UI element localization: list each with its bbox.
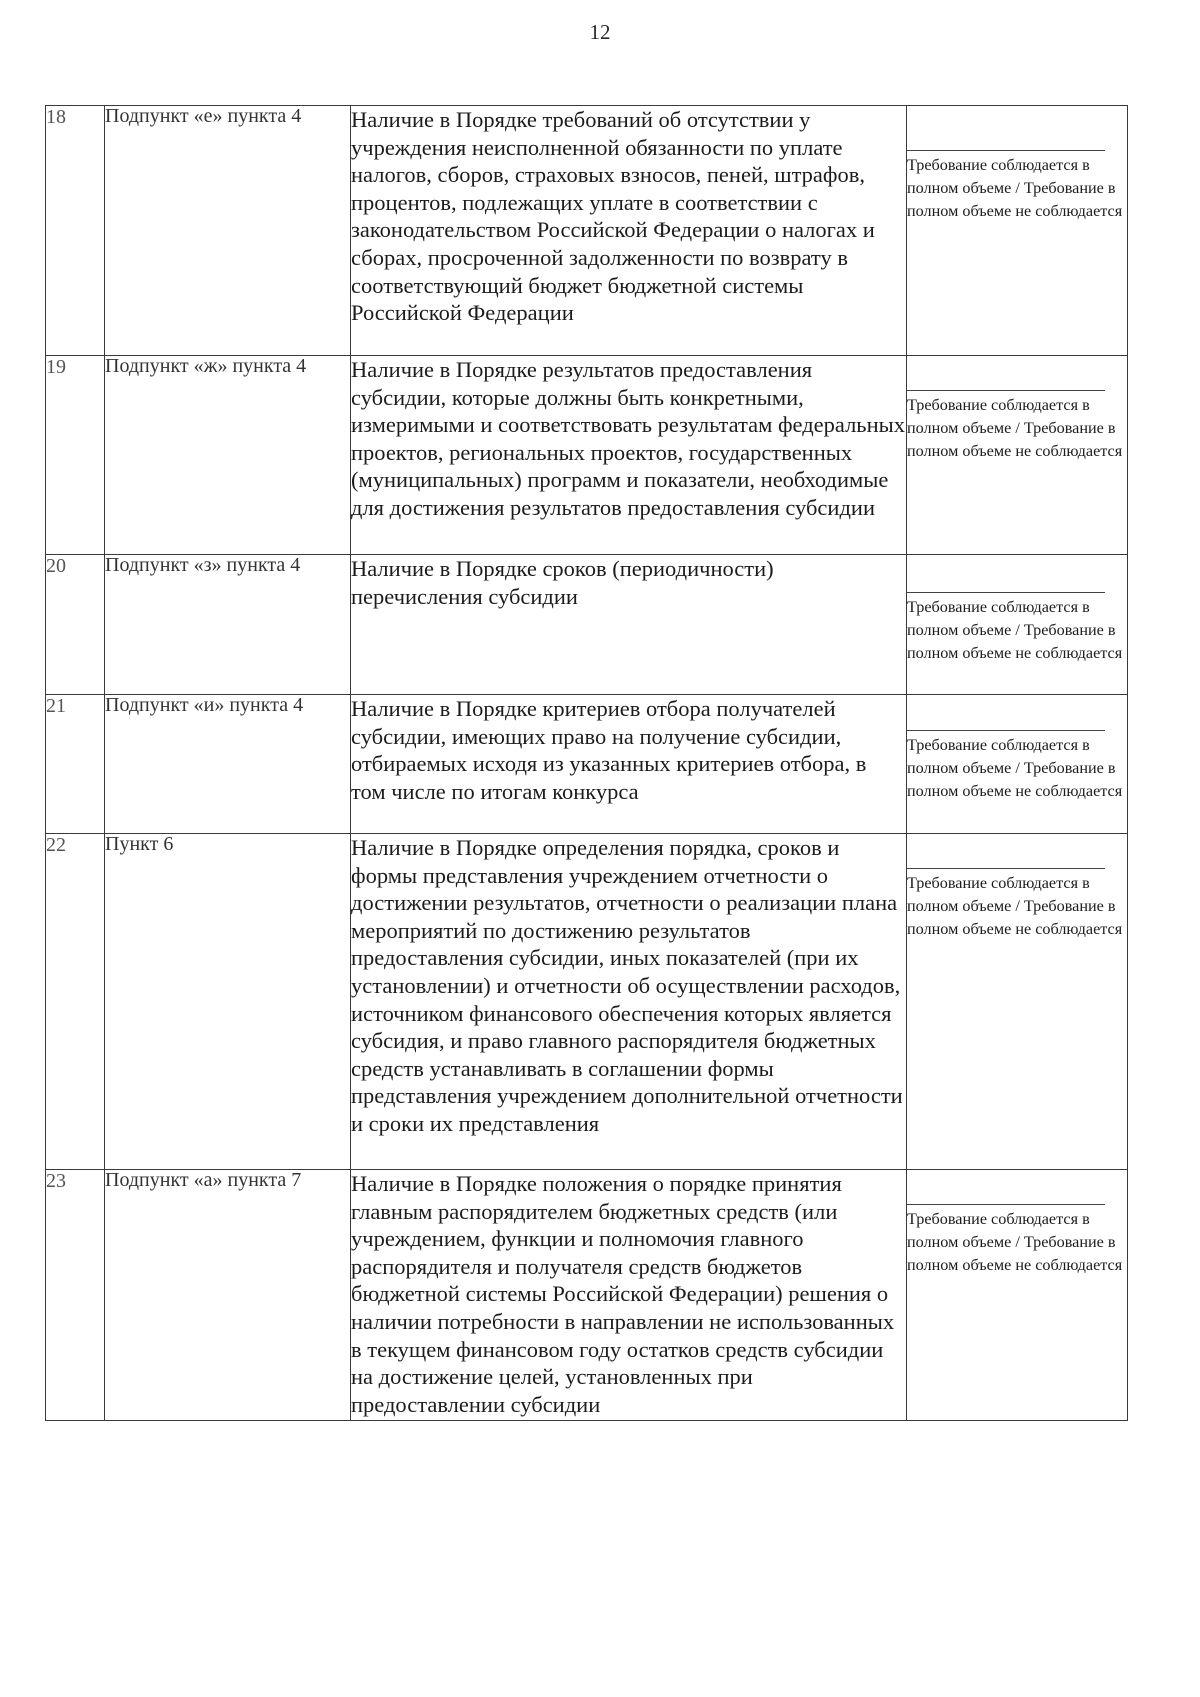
requirement-text: Наличие в Порядке требований об отсутствии у учреждения неисполненной обязанности по уплате налогов, сборов, страховых взносов, пеней, штрафов, процентов, подлежащих уплате в соответствии с законодательством Российской Федерации о налогах и сборах, просроченной задолженности по возврату в соответствующий бюджет бюджетной системы Российской Федерации — [351, 106, 907, 356]
status-cell — [907, 695, 1128, 834]
row-number: 23 — [46, 1170, 105, 1421]
status-options: Требование соблюдается в полном объеме / Требование в полном объеме не соблюдается — [907, 598, 1123, 662]
row-number: 22 — [46, 834, 105, 1170]
blank-line — [907, 868, 1105, 869]
blank-line — [907, 592, 1105, 593]
table-row — [46, 356, 1128, 555]
legal-reference: Подпункт «з» пункта 4 — [105, 555, 351, 695]
blank-line — [907, 730, 1105, 731]
row-number: 20 — [46, 555, 105, 695]
legal-reference: Пункт 6 — [105, 834, 351, 1170]
status-cell — [907, 1170, 1128, 1421]
status-options: Требование соблюдается в полном объеме / Требование в полном объеме не соблюдается — [907, 1210, 1123, 1274]
legal-reference: Подпункт «ж» пункта 4 — [105, 356, 351, 555]
legal-reference: Подпункт «е» пункта 4 — [105, 106, 351, 356]
status-options: Требование соблюдается в полном объеме / Требование в полном объеме не соблюдается — [907, 396, 1123, 460]
status-options: Требование соблюдается в полном объеме / Требование в полном объеме не соблюдается — [907, 736, 1123, 800]
page-number: 12 — [589, 20, 611, 44]
status-cell — [907, 834, 1128, 1170]
row-number: 18 — [46, 106, 105, 356]
requirement-text: Наличие в Порядке критериев отбора получателей субсидии, имеющих право на получение субсидии, отбираемых исходя из указанных критериев отбора, в том числе по итогам конкурса — [351, 695, 907, 834]
legal-reference: Подпункт «и» пункта 4 — [105, 695, 351, 834]
blank-line — [907, 150, 1105, 151]
table-row — [46, 1170, 1128, 1421]
requirement-text: Наличие в Порядке определения порядка, сроков и формы представления учреждением отчетности о достижении результатов, отчетности о реализации плана мероприятий по достижению результатов предоставления субсидии, иных показателей (при их установлении) и отчетности об осуществлении расходов, источником финансового обеспечения которых является субсидия, и право главного распорядителя бюджетных средств устанавливать в соглашении формы представления учреждением дополнительной отчетности и сроки их представления — [351, 834, 907, 1170]
requirement-text: Наличие в Порядке положения о порядке принятия главным распорядителем бюджетных средств (или учреждением, функции и полномочия главного распорядителя и получателя средств бюджетов бюджетной системы Российской Федерации) решения о наличии потребности в направлении не использованных в текущем финансовом году остатков средств субсидии на достижение целей, установленных при предоставлении субсидии — [351, 1170, 907, 1421]
table-row — [46, 106, 1128, 356]
requirement-text: Наличие в Порядке результатов предоставления субсидии, которые должны быть конкретными, измеримыми и соответствовать результатам федеральных проектов, региональных проектов, государственных (муниципальных) программ и показатели, необходимые для достижения результатов предоставления субсидии — [351, 356, 907, 555]
table-row — [46, 555, 1128, 695]
requirement-text: Наличие в Порядке сроков (периодичности) перечисления субсидии — [351, 555, 907, 695]
status-options: Требование соблюдается в полном объеме / Требование в полном объеме не соблюдается — [907, 156, 1123, 220]
table-row — [46, 834, 1128, 1170]
status-cell — [907, 106, 1128, 356]
requirements-table — [45, 105, 1128, 1421]
row-number: 21 — [46, 695, 105, 834]
blank-line — [907, 1204, 1105, 1205]
status-cell — [907, 555, 1128, 695]
table-row — [46, 695, 1128, 834]
status-cell — [907, 356, 1128, 555]
row-number: 19 — [46, 356, 105, 555]
status-options: Требование соблюдается в полном объеме / Требование в полном объеме не соблюдается — [907, 874, 1123, 938]
blank-line — [907, 390, 1105, 391]
legal-reference: Подпункт «а» пункта 7 — [105, 1170, 351, 1421]
